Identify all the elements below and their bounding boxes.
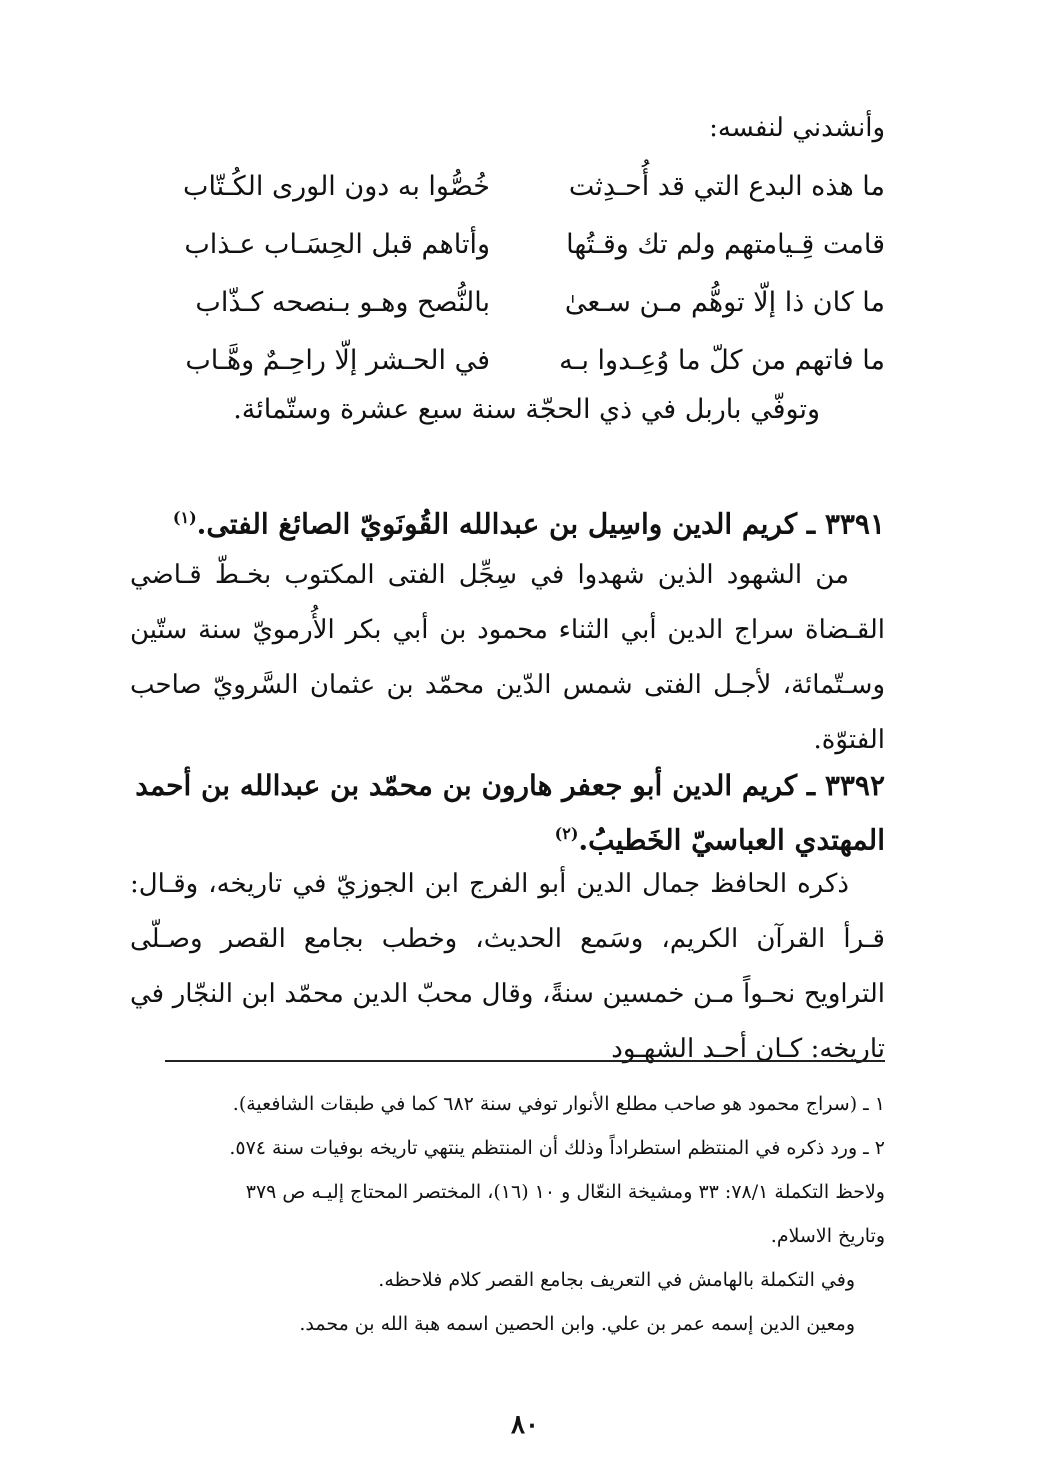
entry-body bbox=[130, 857, 885, 1077]
verse-first-hemistich: قامت قِـيامتهم ولم تك وقـتُها bbox=[566, 229, 885, 260]
footnote-line: وتاريخ الاسلام. bbox=[770, 1225, 885, 1247]
verse-second-hemistich: خُصُّوا به دون الورى الكُـتّاب bbox=[183, 171, 490, 202]
footnote-line: ولاحظ التكملة ٧٨/١: ٣٣ ومشيخة النعّال و ١٠ (١٦)، المختصر المحتاج إليـه ص ٣٧٩ bbox=[245, 1181, 885, 1203]
entry-heading-text: ٣٣٩٢ ـ كريم الدين أبو جعفر هارون بن محمّد بن عبدالله بن أحمد المهتدي العباسيّ الخَطيبُ. bbox=[135, 769, 885, 857]
death-note: وتوفّي باربل في ذي الحجّة سنة سبع عشرة وستّمائة. bbox=[233, 394, 820, 425]
intro-line: وأنشدني لنفسه: bbox=[709, 113, 885, 143]
verse-first-hemistich: ما فاتهم من كلّ ما وُعِـدوا بـه bbox=[559, 345, 885, 376]
footnote-line: ١ ـ (سراج محمود هو صاحب مطلع الأنوار توفي سنة ٦٨٢ كما في طبقات الشافعية). bbox=[232, 1093, 885, 1115]
poem-verse bbox=[160, 158, 885, 216]
entry-heading-text: ٣٣٩١ ـ كريم الدين واسِيل بن عبدالله القُونَويّ الصائغ الفتى. bbox=[196, 507, 885, 541]
footnotes bbox=[130, 1082, 885, 1346]
footnote-divider bbox=[165, 1060, 885, 1062]
verse-second-hemistich: في الحـشر إلّا راحِـمٌ وهَّـاب bbox=[185, 345, 490, 376]
poem-verse bbox=[160, 216, 885, 274]
verse-second-hemistich: وأتاهم قبل الحِسَـاب عـذاب bbox=[184, 229, 490, 260]
footnote-ref: (٢) bbox=[554, 824, 579, 843]
footnote-extra: وفي التكملة بالهامش في التعريف بجامع القصر كلام فلاحظه. bbox=[378, 1269, 855, 1291]
verse-first-hemistich: ما هذه البدع التي قد أُحـدِثت bbox=[568, 171, 885, 202]
entry-heading bbox=[130, 762, 885, 864]
entry-body-text: من الشهود الذين شهدوا في سِجِّل الفتى المكتوب بخـطّ قـاضي القـضاة سراج الدين أبي الثناء محمود بن أبي بكر الأُرمويّ سنة ستّين وسـتّمائة، لأجـل الفتى شمس الدّين محمّد بن عثمان السَّرويّ صاحب الفتوّة. bbox=[130, 560, 885, 755]
verse-first-hemistich: ما كان ذا إلّا توهُّم مـن سـعىٰ bbox=[564, 287, 885, 318]
entry-heading bbox=[130, 492, 885, 550]
verse-second-hemistich: بالنُّصح وهـو بـنصحه كـذّاب bbox=[195, 287, 490, 318]
footnote-line: ٢ ـ ورد ذكره في المنتظم استطراداً وذلك أن المنتظم ينتهي تاريخه بوفيات سنة ٥٧٤. bbox=[229, 1137, 885, 1159]
entry-body bbox=[130, 548, 885, 768]
poem-verse bbox=[160, 274, 885, 332]
entry-body-text: ذكره الحافظ جمال الدين أبو الفرج ابن الجوزيّ في تاريخه، وقـال: قـرأ القرآن الكريم، وسَمع الحديث، وخطب بجامع القصر وصـلّى التراويح نحـواً مـن خمسين سنةً، وقال محبّ الدين محمّد ابن النجّار في تاريخه: كـان أحـد الشهـود bbox=[130, 869, 885, 1064]
poem bbox=[160, 158, 885, 390]
footnote-ref: (١) bbox=[172, 508, 197, 527]
poem-verse bbox=[160, 332, 885, 390]
footnote-extra: ومعين الدين إسمه عمر بن علي. وابن الحصين اسمه هبة الله بن محمد. bbox=[299, 1313, 855, 1335]
page-number: ٨٠ bbox=[511, 1410, 539, 1440]
